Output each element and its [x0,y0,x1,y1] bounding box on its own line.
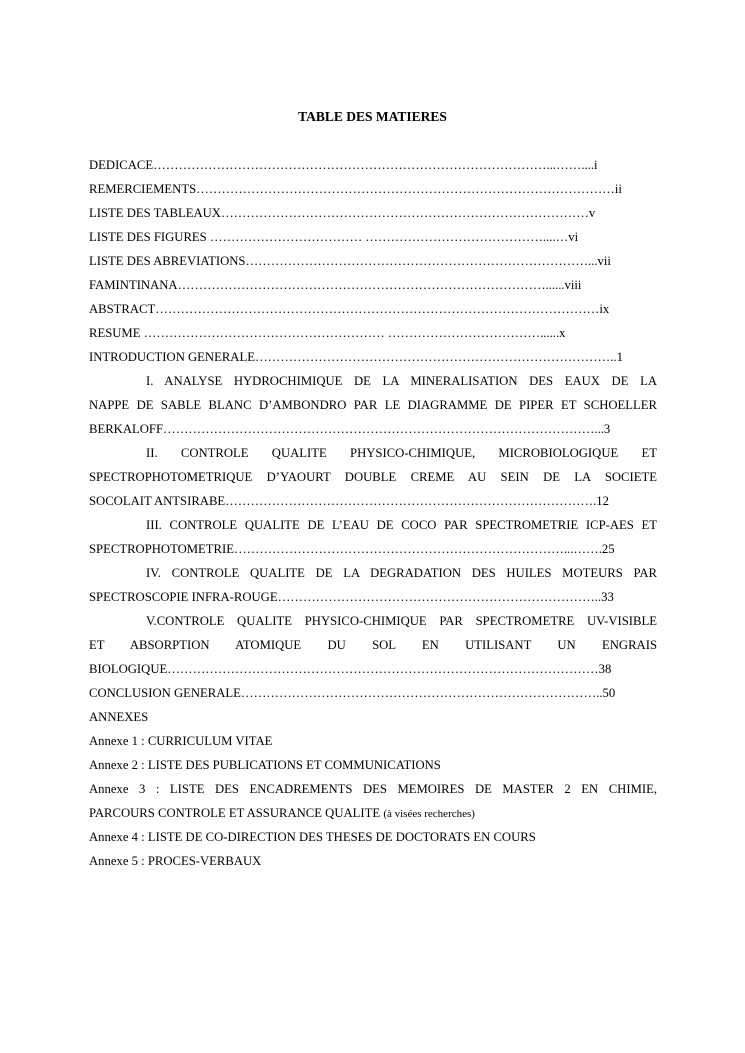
toc-chapter-3-line-1: III. CONTROLE QUALITE DE L’EAU DE COCO PAR SPECTROMETRIE ICP-AES ET [146,518,657,532]
toc-chapter-5-line-2: ET ABSORPTION ATOMIQUE DU SOL EN UTILISANT UN ENGRAIS [89,638,657,652]
toc-title: TABLE DES MATIERES [298,109,447,124]
toc-chapter-2-line-2: SPECTROPHOTOMETRIQUE D’YAOURT DOUBLE CREME AU SEIN DE LA SOCIETE [89,470,657,484]
toc-entry-remerciements: REMERCIEMENTS………………………………………………………………………………………ii [89,182,622,196]
toc-entry-abstract: ABSTRACT……………………………………………………………………………………………ix [89,302,610,316]
toc-entry-resume: RESUME ………………………………………………… ………………………………......x [89,326,566,340]
toc-annexes-heading: ANNEXES [89,710,149,724]
toc-annexe-3-line-2 [89,805,475,822]
toc-chapter-2-line-1: II. CONTROLE QUALITE PHYSICO-CHIMIQUE, MICROBIOLOGIQUE ET [146,446,657,460]
toc-annexe-5: Annexe 5 : PROCES-VERBAUX [89,854,262,868]
toc-entry-dedicace: DEDICACE…………………………………………………………………………………...……....i [89,158,598,172]
toc-annexe-2: Annexe 2 : LISTE DES PUBLICATIONS ET COMMUNICATIONS [89,758,441,772]
toc-entry-conclusion: CONCLUSION GENERALE…………………………………………………………………………..50 [89,686,616,700]
toc-annexe-4: Annexe 4 : LISTE DE CO-DIRECTION DES THESES DE DOCTORATS EN COURS [89,830,536,844]
toc-chapter-1-line-3: BERKALOFF…………………………………………………………………………………………...3 [89,422,611,436]
toc-chapter-3-line-2: SPECTROPHOTOMETRIE……………………………………………………………………...…….25 [89,542,615,556]
toc-chapter-1-line-1: I. ANALYSE HYDROCHIMIQUE DE LA MINERALISATION DES EAUX DE LA [146,374,657,388]
toc-annexe-3-line-2-main: PARCOURS CONTROLE ET ASSURANCE QUALITE [89,806,384,820]
toc-chapter-1-line-2: NAPPE DE SABLE BLANC D’AMBONDRO PAR LE DIAGRAMME DE PIPER ET SCHOELLER [89,398,657,412]
toc-entry-liste-tableaux: LISTE DES TABLEAUX……………………………………………………………………………v [89,206,596,220]
toc-entry-famintinana: FAMINTINANA……………………………………………………………………………......viii [89,278,582,292]
toc-annexe-3-line-2-small: (à visées recherches) [383,808,475,820]
toc-chapter-5-line-1: V.CONTROLE QUALITE PHYSICO-CHIMIQUE PAR SPECTROMETRE UV-VISIBLE [146,614,657,628]
toc-chapter-5-line-3: BIOLOGIQUE…………………………………………………………………………………………38 [89,662,612,676]
toc-chapter-4-line-2: SPECTROSCOPIE INFRA-ROUGE…………………………………………………………………..33 [89,590,614,604]
toc-chapter-4-line-1: IV. CONTROLE QUALITE DE LA DEGRADATION DES HUILES MOTEURS PAR [146,566,657,580]
toc-entry-introduction: INTRODUCTION GENERALE…………………………………………………………………………..1 [89,350,623,364]
toc-chapter-2-line-3: SOCOLAIT ANTSIRABE…………………………………………………………………………….12 [89,494,609,508]
toc-entry-liste-figures: LISTE DES FIGURES ……………………………… ……………………………………....…vi [89,230,579,244]
toc-annexe-1: Annexe 1 : CURRICULUM VITAE [89,734,273,748]
toc-entry-liste-abreviations: LISTE DES ABREVIATIONS………………………………………………………………………...vii [89,254,611,268]
toc-annexe-3-line-1: Annexe 3 : LISTE DES ENCADREMENTS DES MEMOIRES DE MASTER 2 EN CHIMIE, [89,782,657,796]
